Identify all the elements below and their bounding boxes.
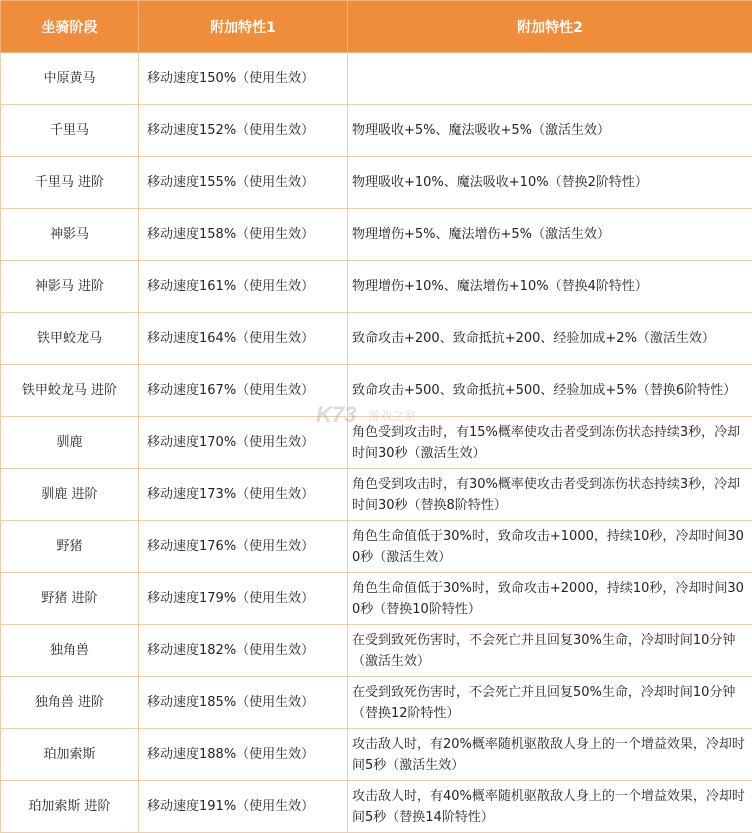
header-row — [1, 1, 752, 53]
cell-attr1: 移动速度191%（使用生效） — [139, 781, 348, 833]
cell-attr1: 移动速度170%（使用生效） — [139, 417, 348, 469]
cell-stage: 野猪 进阶 — [1, 573, 139, 625]
cell-stage: 驯鹿 进阶 — [1, 469, 139, 521]
cell-attr2: 角色生命值低于30%时，致命攻击+2000，持续10秒，冷却时间300秒（替换10阶特性） — [348, 573, 752, 625]
cell-stage: 中原黄马 — [1, 53, 139, 105]
table-row — [1, 573, 752, 625]
cell-stage: 珀加索斯 — [1, 729, 139, 781]
cell-stage: 铁甲蛟龙马 — [1, 313, 139, 365]
cell-attr1: 移动速度167%（使用生效） — [139, 365, 348, 417]
cell-attr1: 移动速度152%（使用生效） — [139, 105, 348, 157]
table-row — [1, 157, 752, 209]
cell-attr1: 移动速度161%（使用生效） — [139, 261, 348, 313]
table-row — [1, 417, 752, 469]
cell-attr2: 角色受到攻击时，有15%概率使攻击者受到冻伤状态持续3秒，冷却时间30秒（激活生效） — [348, 417, 752, 469]
cell-attr1: 移动速度164%（使用生效） — [139, 313, 348, 365]
cell-attr1: 移动速度182%（使用生效） — [139, 625, 348, 677]
header-stage: 坐骑阶段 — [1, 1, 139, 53]
cell-stage: 驯鹿 — [1, 417, 139, 469]
cell-attr1: 移动速度179%（使用生效） — [139, 573, 348, 625]
table-row — [1, 729, 752, 781]
cell-attr2: 角色受到攻击时，有30%概率使攻击者受到冻伤状态持续3秒，冷却时间30秒（替换8阶特性） — [348, 469, 752, 521]
cell-attr2: 角色生命值低于30%时，致命攻击+1000，持续10秒，冷却时间300秒（激活生效） — [348, 521, 752, 573]
table-row — [1, 313, 752, 365]
cell-attr2: 在受到致死伤害时，不会死亡并且回复30%生命，冷却时间10分钟（激活生效） — [348, 625, 752, 677]
table-header — [1, 1, 752, 53]
cell-attr1: 移动速度173%（使用生效） — [139, 469, 348, 521]
cell-attr2: 物理吸收+5%、魔法吸收+5%（激活生效） — [348, 105, 752, 157]
svg-text:K73: K73 — [316, 402, 357, 427]
table-row — [1, 521, 752, 573]
cell-attr1: 移动速度158%（使用生效） — [139, 209, 348, 261]
table-row — [1, 365, 752, 417]
cell-stage: 独角兽 — [1, 625, 139, 677]
cell-attr2: 致命攻击+200、致命抵抗+200、经验加成+2%（激活生效） — [348, 313, 752, 365]
header-attr1: 附加特性1 — [139, 1, 348, 53]
cell-stage: 野猪 — [1, 521, 139, 573]
cell-attr1: 移动速度176%（使用生效） — [139, 521, 348, 573]
table-row — [1, 105, 752, 157]
cell-attr2: 物理增伤+5%、魔法增伤+5%（激活生效） — [348, 209, 752, 261]
cell-attr2: 攻击敌人时，有20%概率随机驱散敌人身上的一个增益效果，冷却时间5秒（激活生效） — [348, 729, 752, 781]
cell-stage: 神影马 进阶 — [1, 261, 139, 313]
cell-stage: 珀加索斯 进阶 — [1, 781, 139, 833]
table-row — [1, 781, 752, 833]
table-row — [1, 677, 752, 729]
svg-text:游戏之家: 游戏之家 — [368, 409, 417, 423]
cell-stage: 千里马 — [1, 105, 139, 157]
header-attr2: 附加特性2 — [348, 1, 752, 53]
table-row — [1, 209, 752, 261]
table-row — [1, 53, 752, 105]
table-row — [1, 625, 752, 677]
table-row — [1, 261, 752, 313]
cell-attr2: 物理吸收+10%、魔法吸收+10%（替换2阶特性） — [348, 157, 752, 209]
cell-attr2 — [348, 53, 752, 105]
table-body — [1, 53, 752, 833]
cell-stage: 神影马 — [1, 209, 139, 261]
cell-stage: 千里马 进阶 — [1, 157, 139, 209]
cell-attr1: 移动速度150%（使用生效） — [139, 53, 348, 105]
cell-attr2: 攻击敌人时，有40%概率随机驱散敌人身上的一个增益效果，冷却时间5秒（替换14阶特性） — [348, 781, 752, 833]
cell-attr2: 物理增伤+10%、魔法增伤+10%（替换4阶特性） — [348, 261, 752, 313]
cell-attr1: 移动速度155%（使用生效） — [139, 157, 348, 209]
cell-attr2: 致命攻击+500、致命抵抗+500、经验加成+5%（替换6阶特性） — [348, 365, 752, 417]
cell-attr1: 移动速度188%（使用生效） — [139, 729, 348, 781]
cell-stage: 独角兽 进阶 — [1, 677, 139, 729]
cell-stage: 铁甲蛟龙马 进阶 — [1, 365, 139, 417]
cell-attr2: 在受到致死伤害时，不会死亡并且回复50%生命，冷却时间10分钟（替换12阶特性） — [348, 677, 752, 729]
cell-attr1: 移动速度185%（使用生效） — [139, 677, 348, 729]
table-row — [1, 469, 752, 521]
